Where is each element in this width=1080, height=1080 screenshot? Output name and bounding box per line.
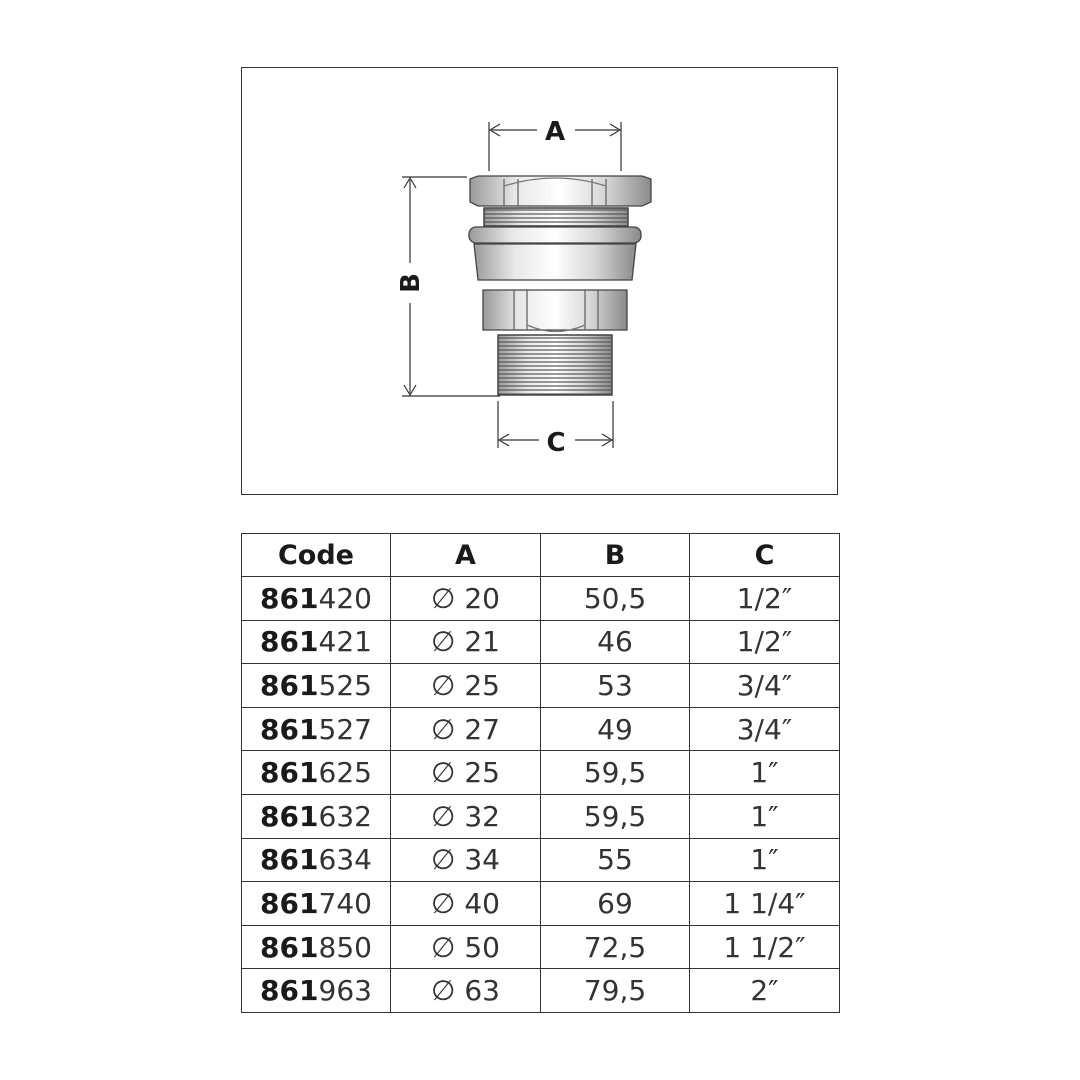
technical-drawing-panel [241,67,838,495]
cell-c: 3/4″ [690,664,840,708]
cell-c: 1″ [690,838,840,882]
table-row [242,969,840,1013]
cell-c: 1″ [690,794,840,838]
specification-table [241,533,840,1013]
code-suffix: 634 [318,843,372,877]
code-prefix: 861 [260,668,319,702]
header-a: A [391,534,541,577]
cell-code [242,838,391,882]
code-prefix: 861 [260,581,319,615]
header-code: Code [242,534,391,577]
code-suffix: 527 [318,712,372,746]
cell-code [242,707,391,751]
cell-a: ∅ 40 [391,882,541,926]
cell-code [242,664,391,708]
table-row [242,664,840,708]
cell-a: ∅ 34 [391,838,541,882]
cell-b: 59,5 [541,794,690,838]
cell-code [242,577,391,621]
code-prefix: 861 [260,799,319,833]
cell-b: 59,5 [541,751,690,795]
cell-b: 50,5 [541,577,690,621]
cell-code [242,751,391,795]
code-prefix: 861 [260,712,319,746]
cell-c: 1/2″ [690,620,840,664]
cell-b: 69 [541,882,690,926]
table-row [242,707,840,751]
code-suffix: 625 [318,756,372,790]
cell-c: 2″ [690,969,840,1013]
cell-b: 49 [541,707,690,751]
code-prefix: 861 [260,843,319,877]
code-suffix: 632 [318,799,372,833]
pipe-fitting-diagram [242,68,839,496]
code-prefix: 861 [260,930,319,964]
fitting-body [469,176,651,395]
cell-a: ∅ 21 [391,620,541,664]
cell-a: ∅ 63 [391,969,541,1013]
cell-code [242,794,391,838]
code-suffix: 525 [318,668,372,702]
table-row [242,577,840,621]
dimension-a-label: A [544,117,566,147]
dimension-b-label: B [396,273,426,293]
table-row [242,620,840,664]
cell-b: 46 [541,620,690,664]
cell-b: 79,5 [541,969,690,1013]
code-prefix: 861 [260,625,319,659]
cell-code [242,620,391,664]
cell-a: ∅ 32 [391,794,541,838]
table-header-row [242,534,840,577]
cell-b: 72,5 [541,925,690,969]
header-c: C [690,534,840,577]
cell-c: 1/2″ [690,577,840,621]
cell-c: 1″ [690,751,840,795]
code-suffix: 421 [318,625,372,659]
code-suffix: 850 [318,930,372,964]
header-b: B [541,534,690,577]
table-row [242,794,840,838]
cell-a: ∅ 27 [391,707,541,751]
cell-b: 55 [541,838,690,882]
cell-a: ∅ 20 [391,577,541,621]
table-row [242,838,840,882]
code-suffix: 740 [318,886,372,920]
code-prefix: 861 [260,756,319,790]
code-suffix: 420 [318,581,372,615]
code-suffix: 963 [318,974,372,1008]
code-prefix: 861 [260,974,319,1008]
cell-c: 1 1/2″ [690,925,840,969]
table-row [242,882,840,926]
cell-a: ∅ 25 [391,751,541,795]
cell-c: 1 1/4″ [690,882,840,926]
cell-code [242,925,391,969]
table-row [242,751,840,795]
cell-a: ∅ 50 [391,925,541,969]
cell-code [242,882,391,926]
cell-c: 3/4″ [690,707,840,751]
code-prefix: 861 [260,886,319,920]
cell-code [242,969,391,1013]
table-row [242,925,840,969]
cell-b: 53 [541,664,690,708]
cell-a: ∅ 25 [391,664,541,708]
dimension-c-label: C [546,428,566,458]
table-body [242,577,840,1013]
